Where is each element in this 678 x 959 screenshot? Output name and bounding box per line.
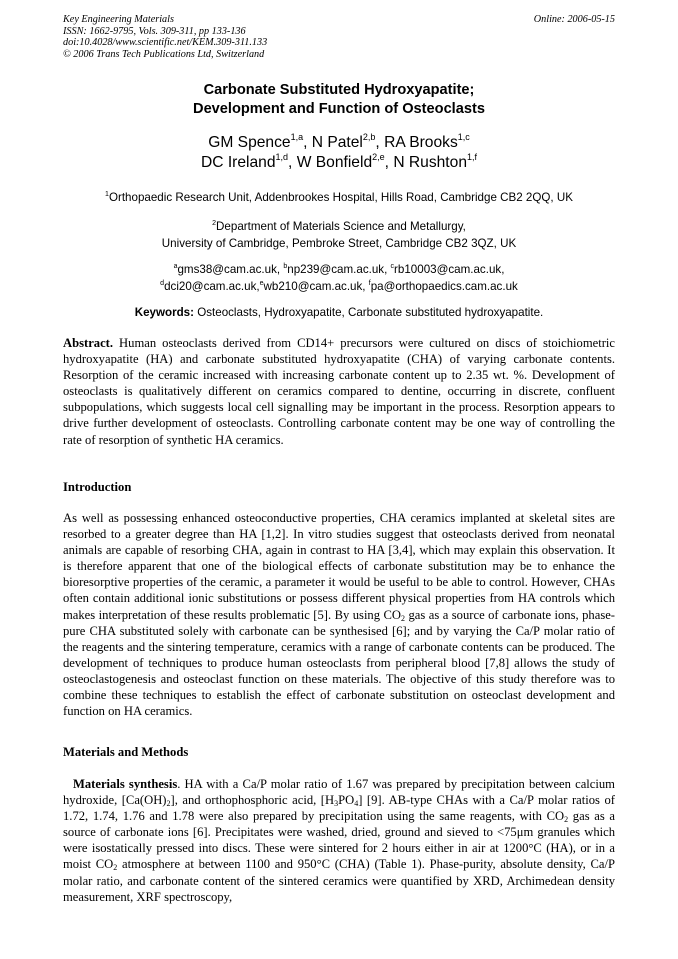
author-sup: 1,f — [467, 152, 478, 162]
author-name: GM Spence — [208, 134, 291, 151]
affiliation-text: Department of Materials Science and Metallurgy, — [216, 220, 466, 233]
paragraph-text: atmosphere at between 1100 and 950°C (CHA) (Table 1). Phase-purity, absolute density, Ca/P molar ratio, and carbonate content of the sintered ceramics were quantified by XRD, Archimedean density measurement, XRF spectroscopy, — [63, 857, 615, 904]
subscript: 2 — [166, 799, 171, 809]
paragraph-text: . HA with a Ca/P molar ratio of 1.67 was prepared by precipitation between calcium hydroxide, [Ca(OH) — [63, 777, 615, 808]
paper-title — [63, 81, 615, 119]
affiliation-2-line-2: University of Cambridge, Pembroke Street, Cambridge CB2 3QZ, UK — [161, 237, 517, 250]
journal-header — [63, 14, 267, 60]
affiliation-sup: 2 — [212, 220, 217, 227]
journal-name: Key Engineering Materials — [63, 14, 174, 25]
email-link[interactable]: rb10003@cam.ac.uk, — [394, 263, 505, 276]
author-name: RA Brooks — [384, 134, 458, 151]
affiliation-text: Orthopaedic Research Unit, Addenbrookes Hospital, Hills Road, Cambridge CB2 2QQ, UK — [108, 191, 573, 204]
author-name: N Rushton — [393, 154, 467, 171]
online-date: Online: 2006-05-15 — [533, 14, 615, 25]
affiliation-2-line-1 — [63, 218, 615, 235]
email-sup: b — [283, 263, 288, 270]
author-line-1: GM Spence$^{1,a}$, N Patel$^{2,b}$, RA Brooks$^{1,c}$ — [208, 132, 470, 151]
email-line-1 — [63, 261, 615, 278]
email-sup: f — [368, 280, 371, 287]
copyright: © 2006 Trans Tech Publications Ltd, Switzerland — [63, 48, 265, 60]
paragraph-text: PO — [338, 793, 355, 808]
paragraph-text: gas as a source of carbonate ions, phase-pure CHA substituted solely with carbonate can be synthesised [6]; and by varying the Ca/P molar ratio of the reagents and the sintering temperature, ceramics with a range of carbonate contents can be produced. The development of techniques to produce human osteoclasts from peripheral blood [7,8] allows the study of osteoclastogenesis and osteoclast function on these materials. The objective of this study therefore was to combine these techniques to establish the effect of carbonate substitution on osteoclast development and function on HA ceramics. — [63, 607, 615, 719]
email-list — [63, 261, 615, 295]
author-name: W Bonfield — [296, 154, 373, 171]
email-link[interactable]: dci20@cam.ac.uk, — [164, 280, 260, 293]
paragraph-text: ] [9]. AB-type CHAs with a Ca/P molar ratios of 1.72, 1.74, 1.76 and 1.78 were also prepared by precipitation using the same reagents, with CO — [63, 793, 615, 824]
affiliation-2 — [63, 218, 615, 252]
paragraph-text: As well as possessing enhanced osteoconductive properties, CHA ceramics implanted at skeletal sites are resorbed to a greater degree than HA [1,2]. In vitro studies suggest that osteoclasts derived from neonatal animals are capable of resorbing CHA, again in contrast to HA [3,4], which may explain this observation. It is therefore apparent that one of the biological effects of carbonate substitution may be to enhance the bioresorptive properties of the ceramic, a parameter it would be useful to be able to control. However, CHAs often contain additional ionic substitutions or possess different physical properties from HA controls which makes interpretation of these results problematic [5]. By using CO — [63, 511, 615, 622]
affiliation-sup: 1 — [105, 191, 109, 198]
author-name: N Patel — [311, 134, 363, 151]
abstract — [63, 335, 615, 448]
introduction-heading: Introduction — [63, 480, 132, 494]
author-sup: 1,c — [457, 132, 470, 142]
keywords-text: Osteoclasts, Hydroxyapatite, Carbonate substituted hydroxyapatite. — [193, 306, 544, 319]
email-sup: a — [173, 263, 178, 270]
methods-heading: Materials and Methods — [63, 745, 189, 759]
paragraph-text: ], and orthophosphoric acid, [H — [170, 793, 335, 808]
author-line-2: DC Ireland$^{1,d}$, W Bonfield$^{2,e}$, N Rushton$^{1,f}$ — [200, 152, 478, 171]
author-sup: 2,b — [362, 132, 376, 142]
subscript: 2 — [564, 815, 569, 825]
title-line-2: Development and Function of Osteoclasts — [193, 101, 485, 117]
methods-paragraph — [63, 776, 615, 905]
introduction-paragraph — [63, 510, 615, 719]
email-sup: e — [259, 280, 264, 287]
email-link[interactable]: pa@orthopaedics.cam.ac.uk — [370, 280, 518, 293]
doi: doi:10.4028/www.scientific.net/KEM.309-311.133 — [63, 37, 268, 49]
subscript: 4 — [354, 799, 359, 809]
email-line-2 — [63, 278, 615, 295]
keywords-label: Keywords: — [134, 306, 194, 319]
issn: ISSN: 1662-9795, Vols. 309-311, pp 133-136 — [63, 25, 246, 37]
abstract-label: Abstract. — [63, 336, 114, 350]
email-link[interactable]: wb210@cam.ac.uk, — [263, 280, 369, 293]
email-link[interactable]: np239@cam.ac.uk, — [287, 263, 391, 276]
paragraph-text: gas as a source of carbonate ions [6]. Precipitates were washed, dried, ground and sieved to <75μm granules which were isostatically pressed into discs. These were sintered for 2 hours either in air at 1200°C (HA), or in a moist CO — [63, 809, 615, 872]
subsection-label: Materials synthesis — [73, 777, 178, 791]
email-sup: c — [390, 263, 395, 270]
email-sup: d — [160, 280, 165, 287]
keywords — [63, 304, 615, 321]
author-sup: 2,e — [372, 152, 385, 162]
subscript: 3 — [334, 799, 339, 809]
abstract-text: Human osteoclasts derived from CD14+ precursors were cultured on discs of stoichiometric hydroxyapatite (HA) and carbonate substituted hydroxyapatite (CHA) of varying carbonate contents. Resorption of the ceramic increased with increasing carbonate content up to 2.35 wt. %. Development of osteoclasts is qualitatively different on ceramics compared to dentine, occurring in discrete, confluent subpopulations, which suggests local cell signalling may be important in the process. Resorption appears to drive further development of osteoclasts. Controlling carbonate content may be one way of controlling the rate of resorption of synthetic HA ceramics. — [63, 336, 615, 447]
subscript: 2 — [113, 863, 118, 873]
subscript: 2 — [401, 613, 406, 623]
title-line-1: Carbonate Substituted Hydroxyapatite; — [203, 82, 475, 98]
author-name: DC Ireland — [200, 154, 276, 171]
author-sup: 1,a — [290, 132, 304, 142]
author-sup: 1,d — [275, 152, 289, 162]
email-link[interactable]: gms38@cam.ac.uk, — [177, 263, 284, 276]
affiliation-1 — [63, 189, 615, 206]
author-list — [63, 133, 615, 173]
